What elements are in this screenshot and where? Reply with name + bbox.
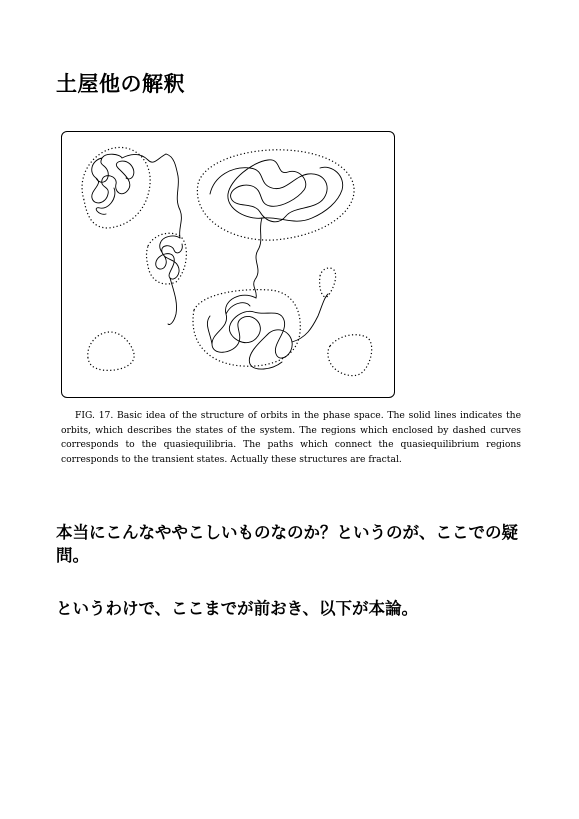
quasiequilibrium-region-right-small xyxy=(320,268,336,297)
figure-caption xyxy=(61,409,521,467)
quasiequilibrium-region-top-right xyxy=(197,150,354,240)
transient-path-right xyxy=(292,294,328,342)
quasiequilibrium-region-bottom-right xyxy=(328,335,372,376)
quasiequilibrium-region-bottom-left xyxy=(88,332,134,370)
orbit-top-right xyxy=(210,160,343,222)
paragraph-transition: というわけで、ここまでが前おき、以下が本論。 xyxy=(56,599,419,618)
paragraph-question: 本当にこんなややこしいものなのか？というのが、ここでの疑問。 xyxy=(56,523,518,565)
quasiequilibrium-region-small-left xyxy=(147,233,187,284)
transient-path-top xyxy=(166,154,181,238)
phase-space-figure xyxy=(61,131,395,398)
orbit-bottom-center xyxy=(207,295,292,369)
orbit-top-left xyxy=(92,154,166,214)
quasiequilibrium-region-top-left xyxy=(82,147,150,228)
figure-caption-text: FIG. 17. Basic idea of the structure of orbits in the phase space. The solid lines indicates the orbits, which describes the states of the system. The regions which enclosed by dashed curves corresponds to the quasiequilibria. The paths which connect the quasiequilibrium regions corresponds to the transient states. Actually these structures are fractal. xyxy=(61,410,521,465)
phase-space-diagram xyxy=(62,132,394,397)
transient-path-left xyxy=(168,278,177,325)
orbit-small-left xyxy=(156,236,183,279)
page-title: 土屋他の解釈 xyxy=(56,72,185,96)
transient-path-center xyxy=(254,218,262,298)
